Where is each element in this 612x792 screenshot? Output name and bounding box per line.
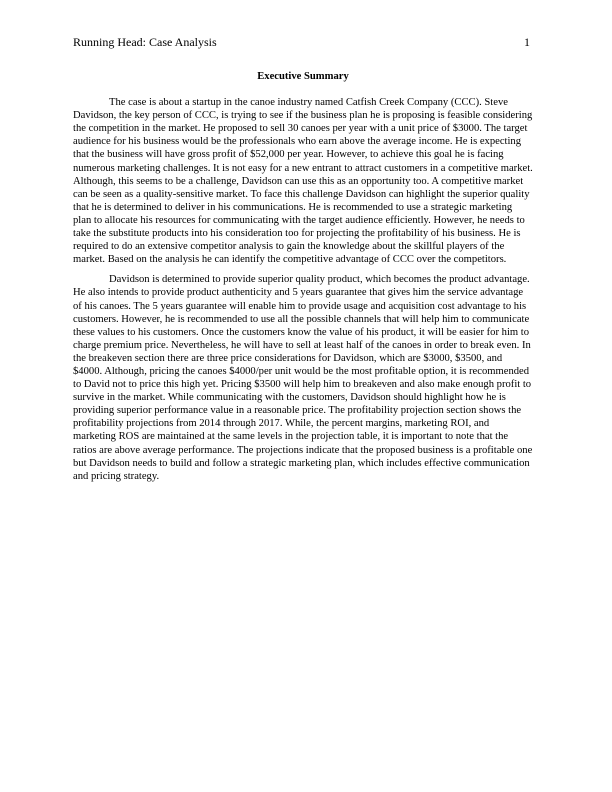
page-number: 1: [524, 35, 530, 49]
page-header: [73, 34, 530, 50]
document-body: [73, 70, 533, 490]
paragraph-1: The case is about a startup in the canoe industry named Catfish Creek Company (CCC). Steve Davidson, the key person of CCC, is trying to see if the business plan he is proposing is feasible considering the competition in the market. He proposed to sell 30 canoes per year with a unit price of $3000. The target audience for his business would be the professionals who earn above the average income. He is expecting that the business will have gross profit of $52,000 per year. However, to achieve this goal he is facing numerous marketing challenges. It is not easy for a new entrant to attract customers in a competitive market. Although, this seems to be a challenge, Davidson can use this as an opportunity too. A competitive market can be seen as a quality-sensitive market. To face this challenge Davidson can highlight the superior quality that he is determined to deliver in his communications. He is recommended to use a strategic marketing plan to allocate his resources for communicating with the target audience efficiently. However, he needs to take the substitute products into his consideration too for projecting the profitability of his business. He is required to do an extensive competitor analysis to gain the knowledge about the skillful players of the market. Based on the analysis he can identify the competitive advantage of CCC over the competitors.: [73, 97, 533, 266]
paragraph-2: Davidson is determined to provide superior quality product, which becomes the product advantage. He also intends to provide product authenticity and 5 years guarantee that gives him the service advantage of his canoes. The 5 years guarantee will enable him to provide usage and acquisition cost advantage to his customers. However, he is recommended to use all the possible channels that will help him to communicate these values to his customers. Once the customers know the value of his product, it will be easier for him to charge premium price. Nevertheless, he will have to sell at least half of the canoes in order to break even. In the breakeven section there are three price considerations for Davidson, which are $3000, $3500, and $4000. Although, pricing the canoes $4000/per unit would be the most profitable option, it is recommended to David not to price this high yet. Pricing $3500 will help him to breakeven and also make enough profit to survive in the market. While communicating with the customers, Davidson should highlight how he is providing superior performance value in a reasonable price. The profitability projection section shows the profitability projections from 2014 through 2017. While, the percent margins, marketing ROI, and marketing ROS are maintained at the same levels in the projection table, it is important to note that the ratios are above average performance. The projections indicate that the proposed business is a profitable one but Davidson needs to build and follow a strategic marketing plan, which includes effective communication and pricing strategy.: [73, 274, 533, 482]
running-head: Running Head: Case Analysis: [73, 35, 217, 49]
section-title: Executive Summary: [257, 71, 349, 82]
